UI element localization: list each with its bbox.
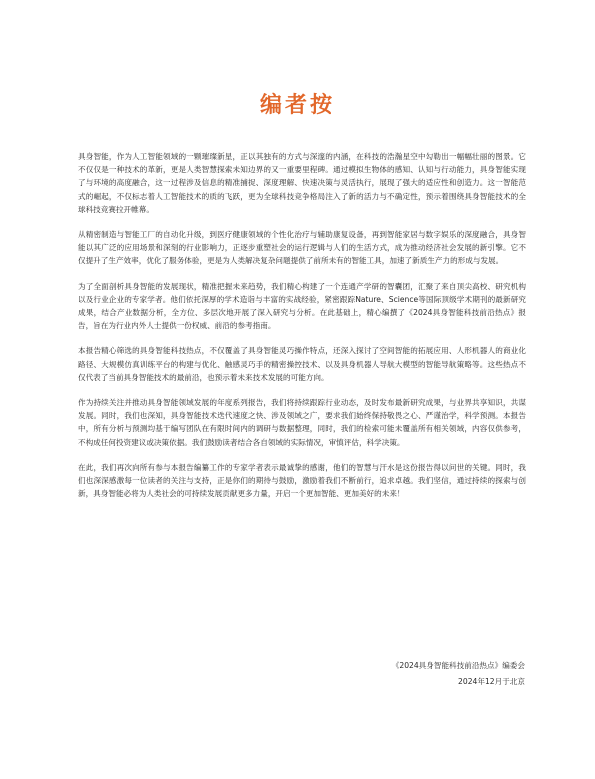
paragraph-1: 具身智能，作为人工智能领域的一颗璀璨新星，正以其独有的方式与深邃的内涵，在科技的浩瀚星空中勾勒出一幅幅壮丽的图景。它不仅仅是一种技术的革新，更是人类智慧探索未知边界的又一重要里程碑。通过模拟生物体的感知、认知与行动能力，具身智能实现了与环境的高度融合，这一过程涉及信息的精准捕捉、深度理解、快速决策与灵活执行，展现了强大的适应性和创造力。这一智能范式的崛起，不仅标志着人工智能技术的质的飞跃，更为全球科技竞争格局注入了新的活力与不确定性，预示着围绕具身智能技术的全球科技竞赛拉开帷幕。 (78, 152, 526, 214)
signature-committee: 《2024具身智能科技前沿热点》编委会 (391, 661, 525, 670)
editorial-body (78, 150, 526, 512)
paragraph-6: 在此，我们再次向所有参与本报告编纂工作的专家学者表示最诚挚的感谢，他们的智慧与汗水是这份报告得以问世的关键。同时，我们也深深感激每一位读者的关注与支持，正是你们的期待与鼓励，激励着我们不断前行，追求卓越。我们坚信，通过持续的探索与创新，具身智能必将为人类社会的可持续发展贡献更多力量，开启一个更加智能、更加美好的未来！ (78, 462, 526, 499)
paragraph-2: 从精密制造与智能工厂的自动化升级，到医疗健康领域的个性化治疗与辅助康复设备，再到智能家居与数字娱乐的深度融合，具身智能以其广泛的应用场景和深刻的行业影响力，正逐步重塑社会的运行逻辑与人们的生活方式，成为推动经济社会发展的新引擎。它不仅提升了生产效率，优化了服务体验，更是为人类解决复杂问题提供了前所未有的智能工具，加速了新质生产力的形成与发展。 (78, 230, 526, 266)
paragraph-5: 作为持续关注并推动具身智能领域发展的年度系列报告，我们将持续跟踪行业动态，及时发布最新研究成果，与业界共享知识，共谋发展。同时，我们也深知，具身智能技术迭代速度之快、涉及领域之广，要求我们始终保持敬畏之心、严谨治学，科学预测。本报告中，所有分析与预测均基于编写团队在有限时间内的调研与数据整理，同时，我们的检索可能未覆盖所有相关领域，内容仅供参考，不构成任何投资建议或决策依据。我们鼓励读者结合各自领域的实际情况，审慎评估，科学决策。 (78, 398, 526, 447)
signature-date: 2024年12月于北京 (458, 677, 525, 686)
paragraph-4: 本报告精心筛选的具身智能科技热点，不仅覆盖了具身智能灵巧操作特点，还深入探讨了空间智能的拓展应用、人形机器人的商业化路径、大规模仿真训练平台的构建与优化、触感灵巧手的精密操控技术、以及具身机器人导航大模型的智能导航策略等。这些热点不仅代表了当前具身智能技术的最前沿，也预示着未来技术发展的可能方向。 (78, 346, 526, 382)
page-title: 编者按 (259, 92, 335, 118)
signature-block (392, 658, 525, 690)
paragraph-3: 为了全面剖析具身智能的发展现状，精准把握未来趋势，我们精心构建了一个连通产学研的智囊团，汇聚了来自顶尖高校、研究机构以及行业企业的专家学者。他们依托深厚的学术造诣与丰富的实战经验，紧密跟踪Nature、Science等国际顶级学术期刊的最新研究成果，结合产业数据分析，全方位、多层次地开展了深入研究与分析。在此基础上，精心编撰了《2024具身智能科技前沿热点》报告，旨在为行业内外人士提供一份权威、前沿的参考指南。 (78, 281, 526, 331)
